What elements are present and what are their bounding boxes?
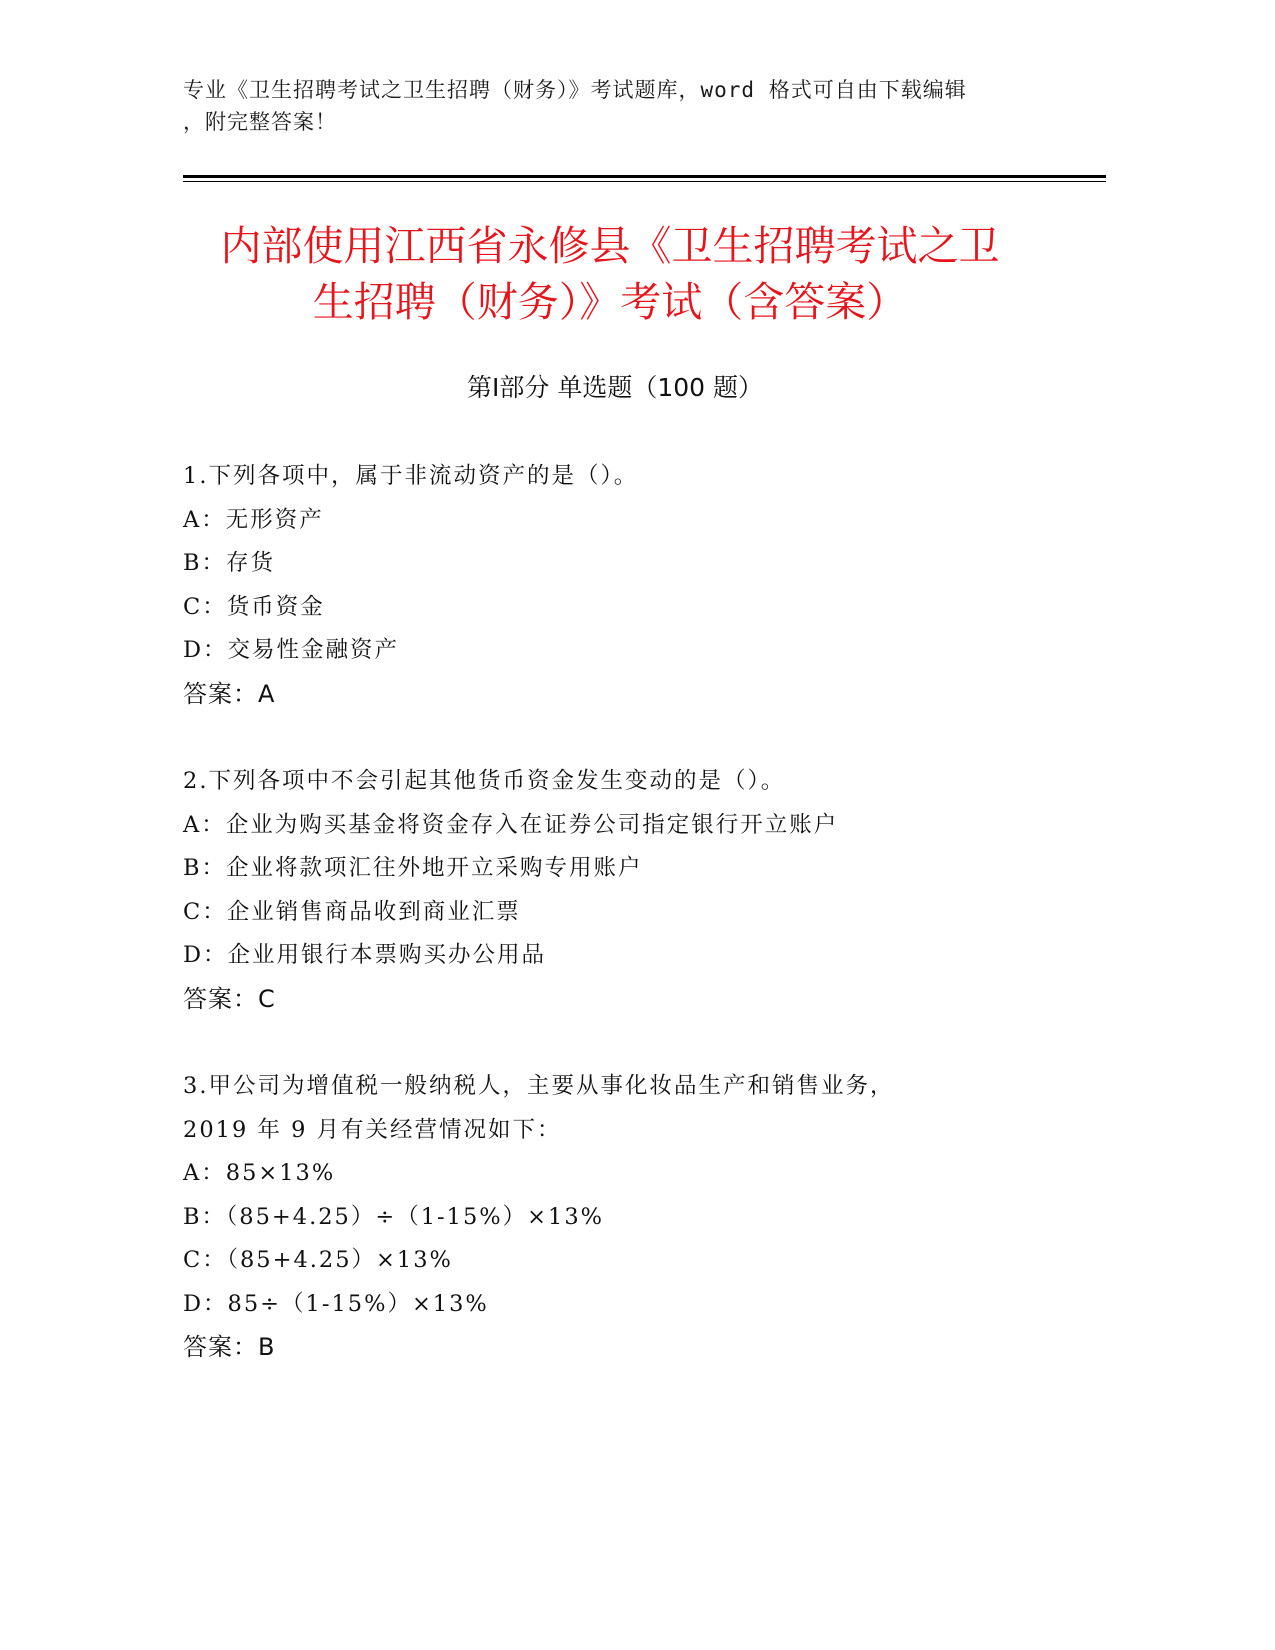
header-note-line-1: 专业《卫生招聘考试之卫生招聘（财务）》考试题库，word 格式可自由下载编辑 xyxy=(183,78,967,102)
question-3 xyxy=(183,1065,1083,1370)
header-note-line-2: ，附完整答案！ xyxy=(183,110,337,134)
option-c: C：（85+4.25）×13% xyxy=(183,1247,453,1273)
document-title-line-2: 生招聘（财务）》考试（含答案） xyxy=(312,278,908,326)
document-title xyxy=(160,218,1060,330)
option-b: B：存货 xyxy=(183,550,276,576)
header-divider-thin xyxy=(183,181,1106,182)
section-title: 第Ⅰ部分 单选题（100 题） xyxy=(467,373,763,402)
option-d: D：企业用银行本票购买办公用品 xyxy=(183,942,547,968)
header-note xyxy=(183,74,1063,138)
answer: 答案：B xyxy=(183,1333,276,1361)
option-c: C：企业销售商品收到商业汇票 xyxy=(183,898,521,925)
question-2 xyxy=(183,760,1083,1021)
question-stem: 2.下列各项中不会引起其他货币资金发生变动的是（）。 xyxy=(183,768,786,794)
option-a: A：无形资产 xyxy=(183,506,324,533)
question-stem-continued: 2019 年 9 月有关经营情况如下： xyxy=(183,1116,562,1143)
question-1 xyxy=(183,455,1083,716)
answer: 答案：A xyxy=(183,679,276,708)
option-d: D：交易性金融资产 xyxy=(183,637,400,663)
option-b: B：（85+4.25）÷（1-15%）×13% xyxy=(183,1203,605,1230)
header-divider-thick xyxy=(183,175,1106,178)
option-a: A：企业为购买基金将资金存入在证券公司指定银行开立账户 xyxy=(183,811,839,838)
option-c: C：货币资金 xyxy=(183,593,325,620)
option-d: D：85÷（1-15%）×13% xyxy=(183,1290,489,1317)
question-stem: 3.甲公司为增值税一般纳税人，主要从事化妆品生产和销售业务， xyxy=(183,1073,895,1099)
answer: 答案：C xyxy=(183,984,276,1013)
question-stem: 1.下列各项中，属于非流动资产的是（）。 xyxy=(183,463,639,489)
option-b: B：企业将款项汇往外地开立采购专用账户 xyxy=(183,855,643,881)
document-title-line-1: 内部使用江西省永修县《卫生招聘考试之卫 xyxy=(220,222,1000,270)
option-a: A：85×13% xyxy=(183,1160,336,1186)
